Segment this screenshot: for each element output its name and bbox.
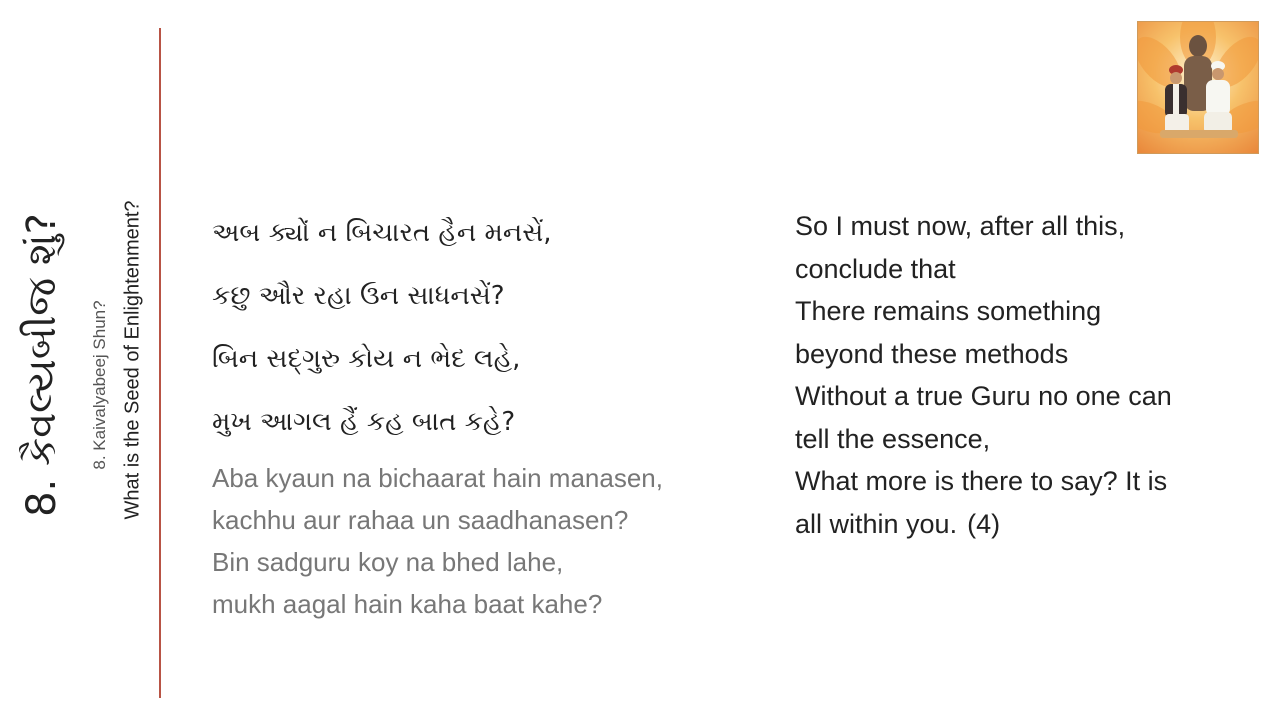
gujarati-line: બિન સદ્ગુરુ કોય ન ભેદ લહે,	[212, 344, 521, 374]
english-line-last	[795, 503, 1255, 546]
english-line: Without a true Guru no one can	[795, 381, 1172, 411]
gujarati-verse	[212, 202, 732, 454]
transliteration-line: Aba kyaun na bichaarat hain manasen,	[212, 463, 663, 493]
english-line: conclude that	[795, 253, 956, 284]
english-line-text: all within you.	[795, 508, 958, 539]
page-subtitle-transliteration: 8. Kaivalyabeej Shun?	[90, 300, 109, 470]
english-translation	[795, 205, 1255, 545]
english-line: What more is there to say? It is	[795, 466, 1168, 496]
transliteration-line: mukh aagal hain kaha baat kahe?	[212, 589, 603, 619]
gujarati-line: કછુ ઔર રહા ઉન સાધનસેં?	[212, 281, 505, 311]
page-title: 8. કૈવલ્યબીજ શું?	[19, 213, 65, 517]
transliteration-line: Bin sadguru koy na bhed lahe,	[212, 547, 564, 577]
english-line: There remains something	[795, 296, 1102, 326]
transliteration-verse	[212, 457, 772, 625]
guru-portrait-illustration	[1138, 22, 1258, 153]
gujarati-line: અબ ક્યોં ન બિચારત હૈન મનસેં,	[212, 218, 552, 248]
english-line: So I must now, after all this,	[795, 211, 1126, 241]
page-subtitle-english: What is the Seed of Enlightenment?	[121, 200, 144, 520]
english-line: beyond these methods	[795, 338, 1069, 369]
english-line: tell the essence,	[795, 423, 991, 454]
gujarati-line: મુખ આગલ હૈં કહ બાત કહે?	[212, 407, 516, 437]
transliteration-line: kachhu aur rahaa un saadhanasen?	[212, 505, 629, 535]
verse-number: (4)	[967, 508, 1001, 539]
guru-portrait-image	[1137, 21, 1259, 154]
vertical-divider	[159, 28, 161, 698]
